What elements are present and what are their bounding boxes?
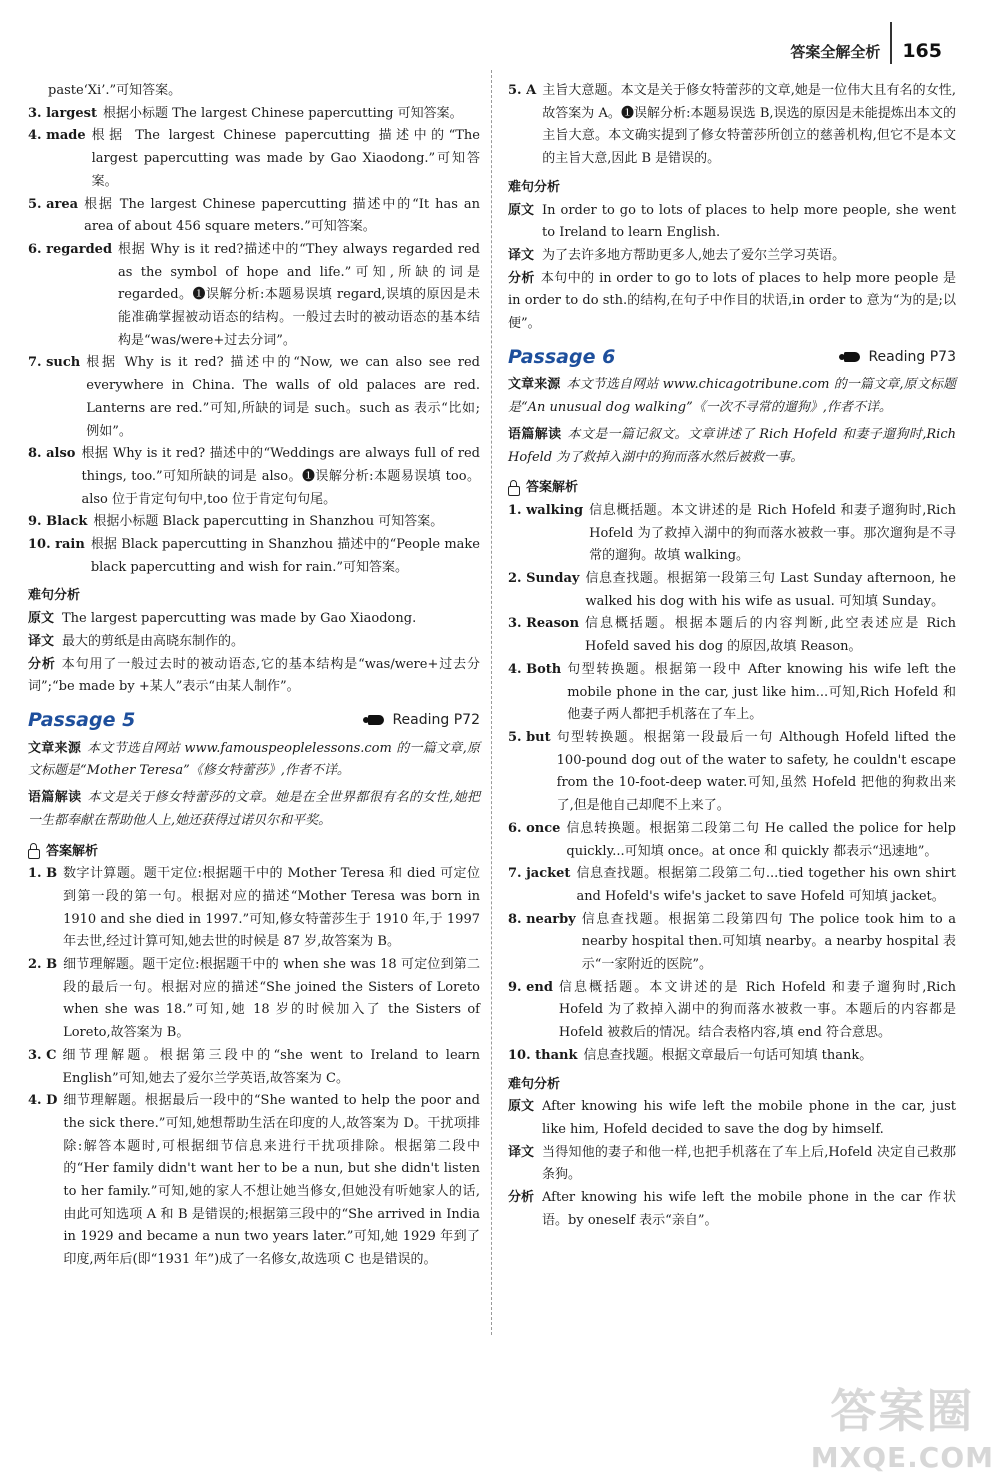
analysis-text: 本句中的 in order to go to lots of places to help more people 是 in order to do sth.的结构,在句子中作目的状语,in order to 意为“为的是;以便”。 — [508, 270, 956, 332]
lock-icon — [28, 849, 40, 859]
passage-5-ref-text: Reading P72 — [392, 711, 480, 728]
passage-5-title: Passage 5 — [28, 708, 136, 731]
item-number: 2. Sunday — [508, 571, 580, 587]
item-number: 9. end — [508, 979, 553, 995]
hard-sentence-analysis — [508, 268, 956, 336]
hard-sentence-analysis — [28, 654, 480, 699]
list-item — [508, 80, 956, 171]
source-text: 本文节选自网站 www.chicagotribune.com 的一篇文章,原文标题是“An unusual dog walking”《一次不寻常的遛狗》,作者不详。 — [508, 377, 956, 416]
list-item — [28, 863, 480, 954]
item-number: 1. walking — [508, 502, 584, 518]
list-item — [28, 534, 480, 579]
hard-sentence-translation — [508, 1142, 956, 1187]
hard-sentence-translation — [28, 631, 480, 654]
item-number: 3. Reason — [508, 616, 580, 632]
list-item — [508, 568, 956, 613]
page-number: 165 — [902, 40, 942, 62]
analysis-label: 分析 — [508, 270, 535, 286]
watermark-small: MXQE.COM — [810, 1441, 994, 1474]
item-text: 信息概括题。本文讲述的是 Rich Hofeld 和妻子遛狗时,Rich Hofeld 为了救掉入湖中的狗而落水被救一事。那次遛狗是不寻常的遛狗。故填 walking。 — [589, 502, 956, 564]
header-title: 答案全解全析 — [790, 42, 881, 61]
item-text: 细节理解题。题干定位:根据题干中的 when she was 18 可定位到第二段的最后一句。根据对应的描述“She joined the Sisters of Loreto when she was 18.”可知,她 18 岁的时候加入了 the Sisters of Loreto,故答案为 B。 — [63, 957, 480, 1041]
passage-5-reading — [28, 787, 480, 832]
item-text: 根据小标题 Black papercutting in Shanzhou 可知答案。 — [93, 514, 444, 530]
list-item — [508, 863, 956, 908]
item-text: 信息概括题。本文讲述的是 Rich Hofeld 和妻子遛狗时,Rich Hofeld 为了救掉入湖中的狗而落水被救一事。本题后的内容都是 Hofeld 被救后的情况。结合表格内容,填 end 符合意思。 — [558, 979, 956, 1041]
item-text: 句型转换题。根据第一段中 After knowing his wife left the mobile phone in the car, just like him...可知,Rich Hofeld 和他妻子两人都把手机落在了车上。 — [567, 661, 956, 723]
item-text: 根据 Why is it red? 描述中的“Now, we can also see red everywhere in China. The walls of old palaces are red. Lanterns are red.”可知,所缺的词是 such。such as 表示“比如;例如”。 — [86, 355, 480, 439]
hard-sentence-heading: 难句分析 — [508, 1076, 561, 1092]
item-number: 10. thank — [508, 1047, 578, 1063]
item-number: 7. jacket — [508, 866, 571, 882]
list-item — [28, 954, 480, 1045]
lock-icon — [508, 486, 520, 496]
item-text: 信息查找题。根据文章最后一句话可知填 thank。 — [583, 1047, 873, 1063]
item-number: 4. Both — [508, 661, 562, 677]
passage-5-ref — [368, 709, 480, 732]
item-text: 信息转换题。根据第二段第二句 He called the police for help quickly...可知填 once。at once 和 quickly 都表示“迅速地”。 — [566, 820, 956, 859]
translation-label: 译文 — [508, 247, 535, 263]
watermark-logo — [811, 1375, 994, 1474]
item-number: 5. A — [508, 83, 537, 98]
item-text: 主旨大意题。本文是关于修女特蕾莎的文章,她是一位伟大且有名的女性,故答案为 A。❶误解分析:本题易误选 B,误选的原因是未能提炼出本文的主旨大意。本文确实提到了修女特蕾莎所创立的慈善机构,但它不是本文的主旨大意,因此 B 是错误的。 — [542, 83, 956, 167]
pointing-hand-icon — [844, 352, 860, 362]
passage-6-reading — [508, 424, 956, 469]
item-text: 根据 The largest Chinese papercutting 描述中的“The largest papercutting was made by Gao Xiaodong.”可知答案。 — [91, 128, 480, 189]
source-label: 文章来源 — [508, 377, 561, 393]
item-number: 6. regarded — [28, 241, 113, 257]
hard-sentence-original — [508, 1096, 956, 1141]
item-number: 4. D — [28, 1093, 58, 1109]
passage-6-answers — [508, 500, 956, 1068]
passage-6-ref-text: Reading P73 — [868, 348, 956, 365]
list-item — [28, 194, 480, 239]
pointing-hand-icon — [368, 715, 384, 725]
list-item — [28, 103, 480, 126]
item-number: 6. once — [508, 820, 561, 836]
list-item — [508, 727, 956, 818]
passage-6-title-bar — [508, 346, 956, 369]
list-item — [508, 613, 956, 658]
translation-label: 译文 — [508, 1144, 535, 1160]
list-item — [508, 1045, 956, 1068]
analysis-label: 分析 — [28, 656, 56, 672]
answer-list-top — [28, 103, 480, 580]
item-number: 7. such — [28, 355, 81, 371]
list-item — [28, 1045, 480, 1090]
right-column — [508, 80, 956, 1232]
hard-sentence-analysis — [508, 1187, 956, 1232]
list-item — [508, 659, 956, 727]
item-text: 信息概括题。根据本题后的内容判断,此空表述应是 Rich Hofeld saved his dog 的原因,故填 Reason。 — [585, 616, 956, 655]
item-number: 9. Black — [28, 514, 88, 530]
item-text: 句型转换题。根据第一段最后一句 Although Hofeld lifted the 100-pound dog out of the water to safety, he couldn't escape from the 10-foot-deep water.可知,虽然 Hofeld 把他的狗救出来了,但是他自己却爬不上来了。 — [556, 729, 956, 814]
item-number: 3. C — [28, 1047, 57, 1063]
page-header — [790, 30, 942, 72]
hard-sentence-heading: 难句分析 — [508, 179, 561, 195]
intro-line: paste‘Xi’.”可知答案。 — [48, 83, 182, 98]
item-number: 2. B — [28, 957, 58, 973]
list-item — [508, 818, 956, 863]
hard-sentence-translation — [508, 245, 956, 268]
item-number: 3. largest — [28, 105, 97, 121]
item-number: 4. made — [28, 128, 86, 144]
item-number: 8. nearby — [508, 911, 576, 927]
original-text: In order to go to lots of places to help more people, she went to Ireland to learn English. — [542, 202, 956, 241]
item-text: 数字计算题。题干定位:根据题干中的 Mother Teresa 和 died 可定位到第一段的第一句。根据对应的描述“Mother Teresa was born in 1910 and she died in 1997.”可知,修女特蕾莎生于 1910 年,于 1997 年去世,经过计算可知,她去世的时候是 87 岁,故答案为 B。 — [63, 866, 480, 950]
item-text: 根据 The largest Chinese papercutting 描述中的“It has an area of about 456 square meters.”可知答案。 — [84, 196, 480, 235]
original-label: 原文 — [508, 1099, 535, 1115]
original-text: After knowing his wife left the mobile phone in the car, just like him, Hofeld decided to save the dog by himself. — [542, 1099, 956, 1137]
translation-text: 最大的剪纸是由高晓东制作的。 — [62, 633, 245, 649]
answers-heading — [28, 841, 480, 864]
answers-heading-text: 答案解析 — [46, 843, 99, 859]
reading-label: 语篇解读 — [508, 426, 562, 442]
item-number: 10. rain — [28, 537, 85, 553]
item-text: 根据 Black papercutting in Shanzhou 描述中的“People make black papercutting and wish for rain.”可知答案。 — [90, 537, 480, 575]
passage-6-source — [508, 374, 956, 419]
hard-sentence-heading: 难句分析 — [28, 588, 81, 604]
answers-heading-text: 答案解析 — [526, 480, 579, 496]
item-text: 信息查找题。根据第一段第三句 Last Sunday afternoon, he walked his dog with his wife as usual. 可知填 Sunday。 — [585, 571, 956, 609]
item-text: 细节理解题。根据最后一段中的“She wanted to help the poor and the sick there.”可知,她想帮助生活在印度的人,故答案为 D。干扰项排除:解答本题时,可根据细节信息来进行干扰项排除。根据第二段中的“Her family didn't want her to be a nun, but she didn't listen to her family.”可知,她的家人不想让她当修女,但她没有听她家人的话,由此可知选项 A 和 B 是错误的;根据第三段中的“She arrived in India in 1929 and became a nun two years later.”可知,她 1929 年到了印度,两年后(即“1931 年”)成了一名修女,故选项 C 也是错误的。 — [63, 1093, 480, 1268]
reading-text: 本文是关于修女特蕾莎的文章。她是在全世界都很有名的女性,她把一生都奉献在帮助他人上,她还获得过诺贝尔和平奖。 — [28, 790, 480, 828]
list-item — [28, 352, 480, 443]
item-text: 细节理解题。根据第三段中的“she went to Ireland to learn English”可知,她去了爱尔兰学英语,故答案为 C。 — [62, 1047, 480, 1086]
hard-sentence-original — [28, 608, 480, 631]
list-item — [508, 500, 956, 568]
item-text: 信息查找题。根据第二段第四句 The police took him to a nearby hospital then.可知填 nearby。a nearby hospital 表示“一家附近的医院”。 — [581, 911, 956, 973]
reading-label: 语篇解读 — [28, 790, 82, 806]
source-text: 本文节选自网站 www.famouspeoplelessons.com 的一篇文章,原文标题是“Mother Teresa”《修女特蕾莎》,作者不详。 — [28, 740, 480, 779]
source-label: 文章来源 — [28, 740, 82, 756]
reading-text: 本文是一篇记叙文。文章讲述了 Rich Hofeld 和妻子遛狗时,Rich Hofeld 为了救掉入湖中的狗而落水然后被救一事。 — [508, 426, 956, 465]
hard-sentence-original — [508, 200, 956, 245]
translation-text: 为了去许多地方帮助更多人,她去了爱尔兰学习英语。 — [542, 247, 846, 263]
analysis-label: 分析 — [508, 1190, 535, 1206]
answers-heading — [508, 477, 956, 500]
passage-5-source — [28, 738, 480, 783]
original-text: The largest papercutting was made by Gao Xiaodong. — [62, 611, 417, 627]
analysis-text: After knowing his wife left the mobile phone in the car 作状语。by oneself 表示“亲自”。 — [542, 1190, 956, 1228]
item-number: 8. also — [28, 446, 76, 462]
column-divider — [491, 70, 493, 1335]
list-item — [28, 443, 480, 511]
translation-label: 译文 — [28, 633, 55, 649]
list-item — [508, 909, 956, 977]
item-text: 根据小标题 The largest Chinese papercutting 可知答案。 — [103, 105, 463, 121]
translation-text: 当得知他的妻子和他一样,也把手机落在了车上后,Hofeld 决定自己救那条狗。 — [542, 1144, 956, 1183]
passage-5-answers — [28, 863, 480, 1272]
watermark-big: 答案圈 — [830, 1384, 975, 1438]
left-column — [28, 80, 480, 1272]
item-number: 5. area — [28, 196, 79, 212]
list-item — [28, 1090, 480, 1272]
original-label: 原文 — [508, 202, 535, 218]
item-text: 根据 Why is it red? 描述中的“Weddings are always full of red things, too.”可知所缺的词是 also。❶误解分析:本题易误填 too。also 位于肯定句句中,too 位于肯定句句尾。 — [81, 446, 480, 507]
list-item — [28, 125, 480, 193]
item-number: 1. B — [28, 866, 58, 882]
passage-6-title: Passage 6 — [508, 345, 616, 368]
analysis-text: 本句用了一般过去时的被动语态,它的基本结构是“was/were+过去分词”;“be made by +某人”表示“由某人制作”。 — [28, 656, 480, 695]
list-item — [508, 977, 956, 1045]
item-text: 根据 Why is it red?描述中的“They always regarded red as the symbol of hope and life.”可知,所缺的词是 regarded。❶误解分析:本题易误填 regard,误填的原因是未能准确掌握被动语态的结构。一般过去时的被动语态的基本结构是“was/were+过去分词”。 — [118, 241, 480, 348]
header-divider — [890, 22, 892, 64]
list-item — [28, 511, 480, 534]
passage-5-title-bar — [28, 709, 480, 732]
item-number: 5. but — [508, 729, 551, 745]
passage-6-ref — [844, 346, 956, 369]
list-item — [28, 239, 480, 353]
original-label: 原文 — [28, 611, 55, 627]
item-text: 信息查找题。根据第二段第二句...tied together his own shirt and Hofeld's wife's jacket to save Hofeld 可知填 jacket。 — [576, 866, 956, 904]
